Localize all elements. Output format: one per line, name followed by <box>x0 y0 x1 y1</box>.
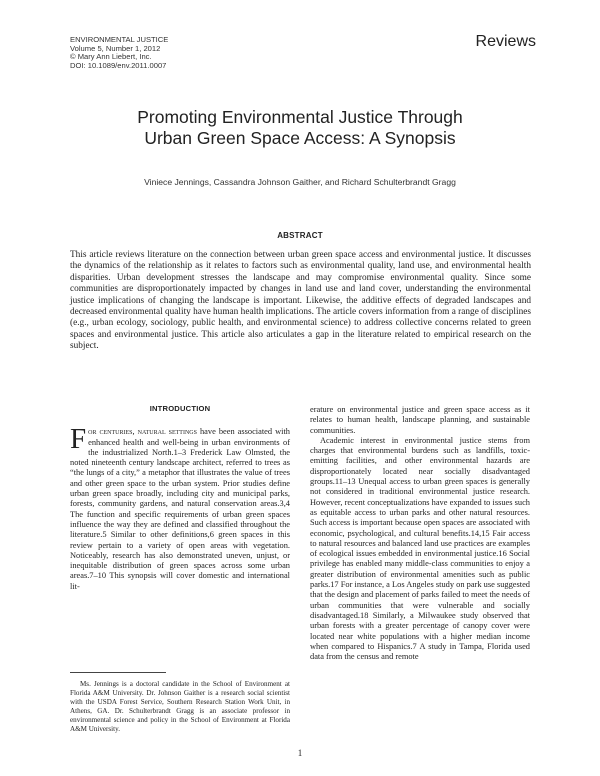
abstract-text: This article reviews literature on the connection between urban green space access and environmental justice. It discusses the dynamics of the relationship as it relates to factors such as environmental quality, land use, and environmental health disparities. Urban development stresses the landscape and may compromise environmental quality. Since some communities are disproportionately impacted by changes in land use and land cover, understanding the environmental justice implications of changing the landscape is important. Likewise, the additive effects of degraded landscapes and decreased environmental quality have human health implications. The article covers information from a range of disciplines (e.g., urban ecology, sociology, public health, and environmental science) to address collective concerns related to green spaces and environmental justice. This article also articulates a gap in the literature related to empirical research on the subject. <box>70 250 531 352</box>
journal-copyright: © Mary Ann Liebert, Inc. <box>70 52 152 62</box>
left-column <box>70 404 290 592</box>
article-title <box>70 107 530 149</box>
right-column <box>310 405 530 662</box>
journal-volume: Volume 5, Number 1, 2012 <box>70 43 161 53</box>
right-paragraph: Academic interest in environmental justice stems from charges that environmental burdens such as landfills, toxic-emitting facilities, and other environmental hazards are disproportionately located near socially disadvantaged groups.11–13 Unequal access to urban green spaces is generally not considered in traditional environmental justice research. However, recent conceptualizations have expanded to issues such as equitable access to urban parks and other natural resources. Such access is important because open spaces are associated with economic, psychological, and cultural benefits.14,15 Fair access to natural resources and balanced land use practices are examples of ecological issues embedded in environmental justice.16 Social privilege has enabled many middle-class communities to enjoy a greater distribution of environmental amenities such as public parks.17 For instance, a Los Angeles study on park use suggested that the design and placement of parks failed to meet the needs of urban communities that were vulnerable and socially disadvantaged.18 Similarly, a Milwaukee study observed that urban forests with a greater percentage of canopy cover were located near white populations with a higher median income when compared to Hispanics.7 A study in Tampa, Florida used data from the census and remote <box>310 435 530 662</box>
drop-cap: F <box>70 423 87 456</box>
journal-info <box>70 36 168 70</box>
intro-paragraph-text: have been associated with enhanced health and well-being in urban environments of the industrialized North.1–3 Frederick Law Olmsted, the noted nineteenth century landscape architect, referred to trees as “the lungs of a city,” a metaphor that illustrates the value of trees and other green space to the urban system. Prior studies define urban green space broadly, including city and municipal parks, forests, community gardens, and natural conservation areas.3,4 The function and specific requirements of urban green spaces influence the way they are defined and classified throughout the literature.5 Similar to other definitions,6 green spaces in this review pertain to a variety of open areas with vegetation. Noticeably, research has also demonstrated uneven, unjust, or inequitable distribution of green spaces across some urban areas.7–10 This synopsis will cover domestic and international lit- <box>70 427 290 591</box>
authors: Viniece Jennings, Cassandra Johnson Gaither, and Richard Schulterbrandt Gragg <box>144 177 456 187</box>
journal-doi: DOI: 10.1089/env.2011.0007 <box>70 60 167 70</box>
abstract-heading: ABSTRACT <box>277 231 323 240</box>
continued-paragraph: erature on environmental justice and green space access as it relates to human health, landscape planning, and sustainable communities. <box>310 405 530 435</box>
author-footnote: Ms. Jennings is a doctoral candidate in the School of Environment at Florida A&M University. Dr. Johnson Gaither is a research social scientist with the USDA Forest Service, Southern Research Station Work Unit, in Athens, GA. Dr. Schulterbrandt Gragg is an associate professor in environmental science and policy in the School of Environment at Florida A&M University. <box>70 680 290 733</box>
introduction-heading: INTRODUCTION <box>149 404 211 413</box>
title-line-1: Promoting Environmental Justice Through <box>137 107 463 127</box>
title-line-2: Urban Green Space Access: A Synopsis <box>144 128 456 148</box>
section-tag: Reviews <box>475 33 536 50</box>
journal-name: ENVIRONMENTAL JUSTICE <box>70 35 169 44</box>
lead-small-caps: or centuries, natural settings <box>88 427 197 437</box>
intro-paragraph <box>70 423 290 592</box>
footnote-divider <box>70 672 166 673</box>
page-number: 1 <box>297 748 303 758</box>
